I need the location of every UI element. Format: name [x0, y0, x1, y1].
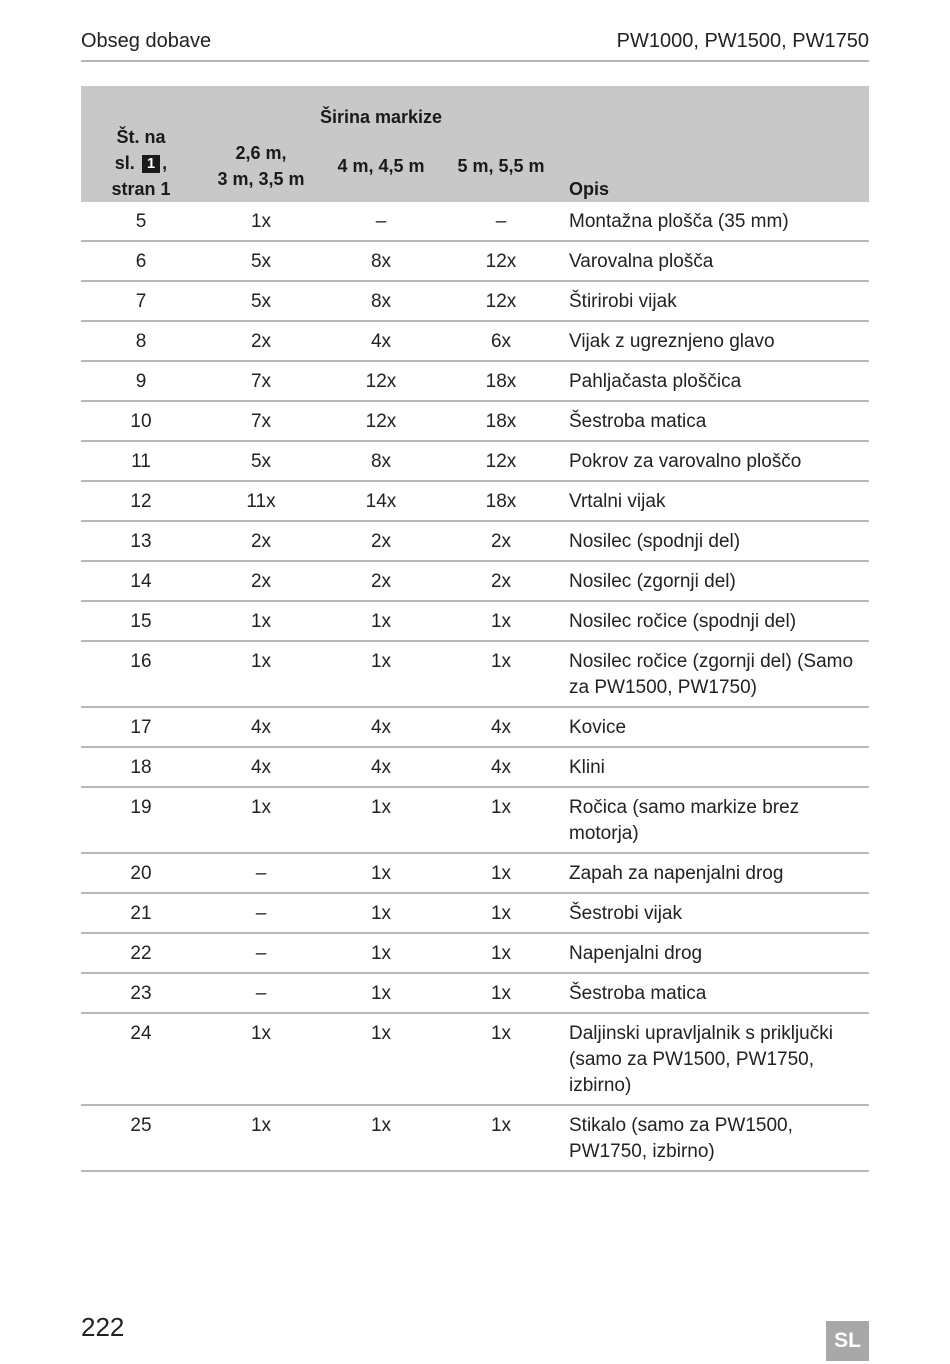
cell-qty-c: 1x [441, 1013, 561, 1105]
header-no-suffix: , [162, 153, 168, 173]
cell-qty-c: 6x [441, 321, 561, 361]
header-description: Opis [561, 86, 869, 202]
cell-qty-c: 1x [441, 933, 561, 973]
cell-description: Šestrobi vijak [561, 893, 869, 933]
cell-item-number: 7 [81, 281, 201, 321]
header-item-number [81, 86, 201, 202]
cell-item-number: 22 [81, 933, 201, 973]
cell-description: Ročica (samo markize brez motorja) [561, 787, 869, 853]
table-body [81, 202, 869, 1171]
table-row [81, 401, 869, 441]
cell-item-number: 16 [81, 641, 201, 707]
cell-item-number: 8 [81, 321, 201, 361]
header-width-b: 4 m, 4,5 m [321, 130, 441, 202]
scope-of-delivery-table [81, 86, 869, 1172]
parts-table [81, 86, 869, 1172]
cell-qty-b: 2x [321, 521, 441, 561]
cell-qty-a: 1x [201, 1013, 321, 1105]
cell-item-number: 14 [81, 561, 201, 601]
cell-qty-c: 1x [441, 641, 561, 707]
table-row [81, 521, 869, 561]
cell-description: Vrtalni vijak [561, 481, 869, 521]
table-header [81, 86, 869, 202]
cell-item-number: 13 [81, 521, 201, 561]
cell-description: Pahljačasta ploščica [561, 361, 869, 401]
cell-qty-b: 1x [321, 893, 441, 933]
header-width-group: Širina markize [201, 86, 561, 130]
cell-qty-a: – [201, 853, 321, 893]
table-row [81, 853, 869, 893]
header-width-c: 5 m, 5,5 m [441, 130, 561, 202]
page-header [81, 30, 869, 53]
table-row [81, 202, 869, 241]
header-divider [81, 60, 869, 62]
table-row [81, 561, 869, 601]
header-no-line1: Št. na [116, 127, 166, 147]
cell-qty-c: – [441, 202, 561, 241]
cell-qty-a: – [201, 933, 321, 973]
cell-description: Kovice [561, 707, 869, 747]
cell-qty-c: 4x [441, 747, 561, 787]
cell-item-number: 15 [81, 601, 201, 641]
cell-qty-b: 4x [321, 321, 441, 361]
figure-number-badge: 1 [142, 155, 160, 173]
cell-qty-b: 1x [321, 641, 441, 707]
cell-description: Daljinski upravljalnik s priključki (samo za PW1500, PW1750, izbirno) [561, 1013, 869, 1105]
table-row [81, 893, 869, 933]
cell-qty-c: 18x [441, 481, 561, 521]
language-badge: SL [826, 1321, 869, 1361]
cell-item-number: 5 [81, 202, 201, 241]
cell-qty-b: 14x [321, 481, 441, 521]
cell-item-number: 25 [81, 1105, 201, 1171]
cell-description: Napenjalni drog [561, 933, 869, 973]
cell-qty-a: 1x [201, 641, 321, 707]
cell-qty-a: – [201, 893, 321, 933]
cell-qty-c: 1x [441, 853, 561, 893]
header-no-line3: stran 1 [111, 179, 171, 199]
cell-item-number: 24 [81, 1013, 201, 1105]
cell-qty-a: 1x [201, 787, 321, 853]
table-row [81, 747, 869, 787]
table-row [81, 1013, 869, 1105]
section-title: Obseg dobave [81, 30, 212, 52]
cell-qty-a: 2x [201, 521, 321, 561]
cell-qty-b: 1x [321, 933, 441, 973]
cell-item-number: 20 [81, 853, 201, 893]
cell-qty-b: 1x [321, 1013, 441, 1105]
cell-qty-c: 1x [441, 1105, 561, 1171]
table-row [81, 601, 869, 641]
table-row [81, 361, 869, 401]
cell-qty-c: 12x [441, 241, 561, 281]
cell-qty-a: 1x [201, 202, 321, 241]
cell-item-number: 17 [81, 707, 201, 747]
cell-qty-c: 1x [441, 787, 561, 853]
cell-qty-c: 18x [441, 361, 561, 401]
cell-qty-b: – [321, 202, 441, 241]
cell-qty-b: 2x [321, 561, 441, 601]
cell-description: Nosilec (spodnji del) [561, 521, 869, 561]
table-row [81, 933, 869, 973]
header-no-line2 [81, 150, 201, 176]
cell-description: Nosilec ročice (zgornji del) (Samo za PW1500, PW1750) [561, 641, 869, 707]
cell-qty-b: 1x [321, 787, 441, 853]
cell-qty-a: 5x [201, 241, 321, 281]
cell-qty-a: 4x [201, 747, 321, 787]
header-no-prefix: sl. [114, 153, 135, 173]
table-row [81, 481, 869, 521]
cell-description: Zapah za napenjalni drog [561, 853, 869, 893]
cell-qty-c: 1x [441, 893, 561, 933]
cell-qty-b: 4x [321, 707, 441, 747]
cell-item-number: 23 [81, 973, 201, 1013]
cell-description: Nosilec (zgornji del) [561, 561, 869, 601]
cell-item-number: 12 [81, 481, 201, 521]
table-row [81, 321, 869, 361]
cell-qty-b: 12x [321, 401, 441, 441]
cell-qty-b: 8x [321, 441, 441, 481]
cell-qty-a: 1x [201, 1105, 321, 1171]
cell-qty-c: 18x [441, 401, 561, 441]
table-row [81, 241, 869, 281]
cell-qty-a: 5x [201, 281, 321, 321]
table-row [81, 707, 869, 747]
cell-qty-a: 1x [201, 601, 321, 641]
cell-description: Klini [561, 747, 869, 787]
table-row [81, 441, 869, 481]
cell-qty-c: 12x [441, 441, 561, 481]
cell-description: Štirirobi vijak [561, 281, 869, 321]
cell-description: Montažna plošča (35 mm) [561, 202, 869, 241]
cell-qty-b: 8x [321, 281, 441, 321]
cell-qty-c: 1x [441, 601, 561, 641]
cell-qty-a: 7x [201, 361, 321, 401]
cell-item-number: 10 [81, 401, 201, 441]
cell-qty-a: – [201, 973, 321, 1013]
cell-item-number: 11 [81, 441, 201, 481]
cell-qty-c: 2x [441, 521, 561, 561]
cell-qty-b: 12x [321, 361, 441, 401]
cell-qty-a: 5x [201, 441, 321, 481]
cell-qty-c: 2x [441, 561, 561, 601]
cell-qty-b: 1x [321, 853, 441, 893]
cell-qty-b: 4x [321, 747, 441, 787]
cell-qty-c: 12x [441, 281, 561, 321]
table-row [81, 787, 869, 853]
table-row [81, 973, 869, 1013]
header-width-a [201, 130, 321, 202]
cell-description: Vijak z ugreznjeno glavo [561, 321, 869, 361]
header-width-a-line1: 2,6 m, [235, 143, 287, 163]
table-row [81, 641, 869, 707]
cell-qty-b: 8x [321, 241, 441, 281]
cell-qty-b: 1x [321, 1105, 441, 1171]
cell-description: Pokrov za varovalno ploščo [561, 441, 869, 481]
cell-description: Stikalo (samo za PW1500, PW1750, izbirno) [561, 1105, 869, 1171]
cell-description: Varovalna plošča [561, 241, 869, 281]
cell-description: Šestroba matica [561, 973, 869, 1013]
page-number: 222 [81, 1312, 125, 1342]
table-row [81, 281, 869, 321]
cell-qty-c: 1x [441, 973, 561, 1013]
cell-qty-a: 7x [201, 401, 321, 441]
cell-item-number: 21 [81, 893, 201, 933]
cell-qty-a: 11x [201, 481, 321, 521]
table-row [81, 1105, 869, 1171]
cell-qty-b: 1x [321, 973, 441, 1013]
cell-qty-a: 2x [201, 321, 321, 361]
model-names: PW1000, PW1500, PW1750 [616, 30, 869, 52]
cell-qty-b: 1x [321, 601, 441, 641]
cell-qty-a: 4x [201, 707, 321, 747]
cell-item-number: 9 [81, 361, 201, 401]
cell-description: Šestroba matica [561, 401, 869, 441]
cell-item-number: 6 [81, 241, 201, 281]
cell-description: Nosilec ročice (spodnji del) [561, 601, 869, 641]
cell-item-number: 19 [81, 787, 201, 853]
cell-item-number: 18 [81, 747, 201, 787]
cell-qty-c: 4x [441, 707, 561, 747]
header-width-a-line2: 3 m, 3,5 m [217, 169, 305, 189]
cell-qty-a: 2x [201, 561, 321, 601]
